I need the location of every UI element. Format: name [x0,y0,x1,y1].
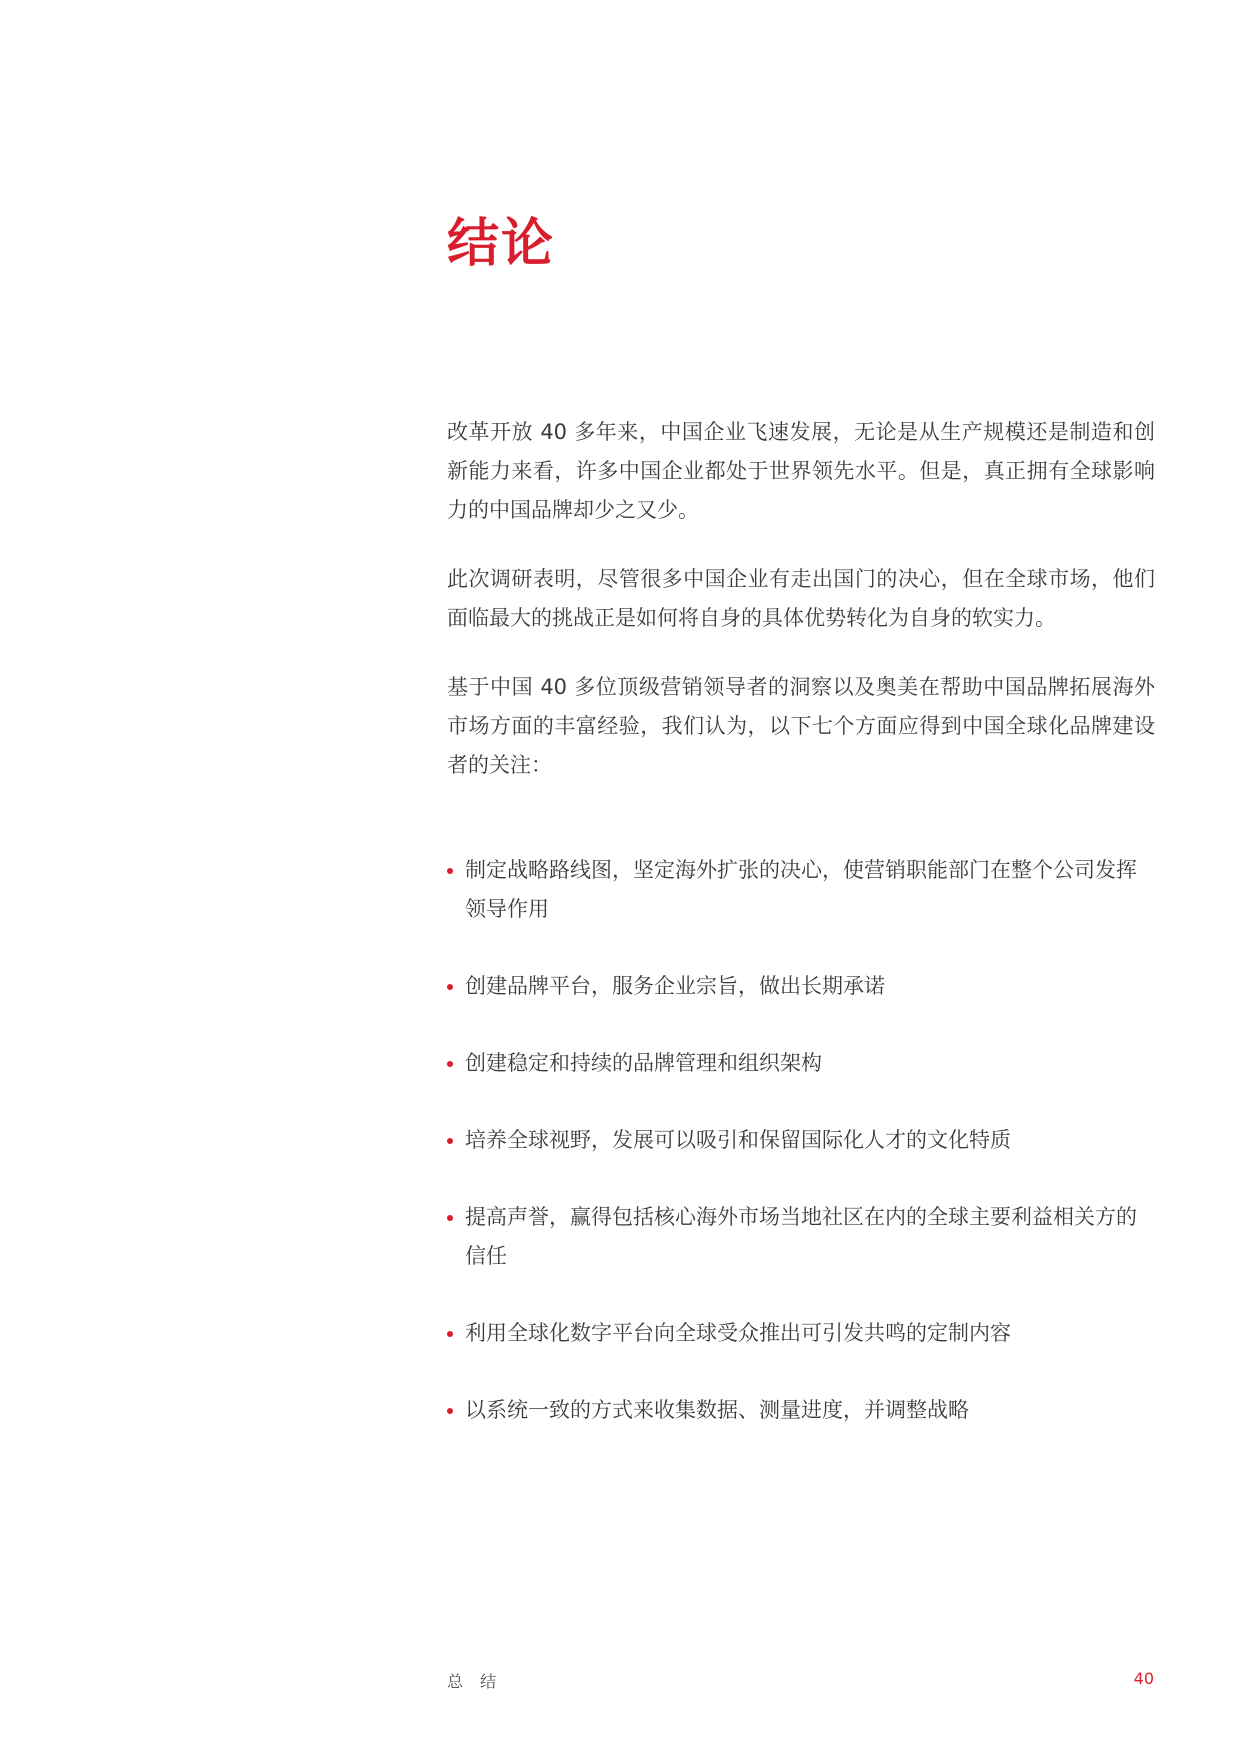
page-title: 结论 [447,214,556,274]
paragraph-3: 基于中国 40 多位顶级营销领导者的洞察以及奥美在帮助中国品牌拓展海外市场方面的丰富经验，我们认为，以下七个方面应得到中国全球化品牌建设者的关注： [447,675,1155,777]
bullet-dot-icon [447,1215,453,1221]
recommendation-list [447,851,1155,1430]
bullet-dot-icon [447,1061,453,1067]
list-item-text: 利用全球化数字平台向全球受众推出可引发共鸣的定制内容 [465,1321,1011,1345]
list-item-text: 创建品牌平台，服务企业宗旨，做出长期承诺 [465,974,885,998]
list-item-text: 制定战略路线图，坚定海外扩张的决心，使营销职能部门在整个公司发挥领导作用 [465,858,1137,921]
list-item-text: 创建稳定和持续的品牌管理和组织架构 [465,1051,822,1075]
main-content [447,413,1155,1468]
paragraph-2: 此次调研表明，尽管很多中国企业有走出国门的决心，但在全球市场，他们面临最大的挑战正是如何将自身的具体优势转化为自身的软实力。 [447,567,1155,630]
list-item [447,1121,1155,1160]
bullet-dot-icon [447,868,453,874]
bullet-dot-icon [447,1138,453,1144]
page-number: 40 [1133,1669,1154,1688]
list-item-text: 以系统一致的方式来收集数据、测量进度，并调整战略 [465,1398,969,1422]
list-item [447,967,1155,1006]
list-item [447,1198,1155,1276]
bullet-dot-icon [447,1408,453,1414]
list-item-text: 培养全球视野，发展可以吸引和保留国际化人才的文化特质 [465,1128,1011,1152]
footer-section-label: 总 结 [447,1672,503,1691]
list-item [447,1314,1155,1353]
bullet-dot-icon [447,984,453,990]
list-item [447,1391,1155,1430]
list-item [447,1044,1155,1083]
paragraph-1: 改革开放 40 多年来，中国企业飞速发展，无论是从生产规模还是制造和创新能力来看，许多中国企业都处于世界领先水平。但是，真正拥有全球影响力的中国品牌却少之又少。 [447,420,1155,522]
list-item [447,851,1155,929]
bullet-dot-icon [447,1331,453,1337]
list-item-text: 提高声誉，赢得包括核心海外市场当地社区在内的全球主要利益相关方的信任 [465,1205,1137,1268]
